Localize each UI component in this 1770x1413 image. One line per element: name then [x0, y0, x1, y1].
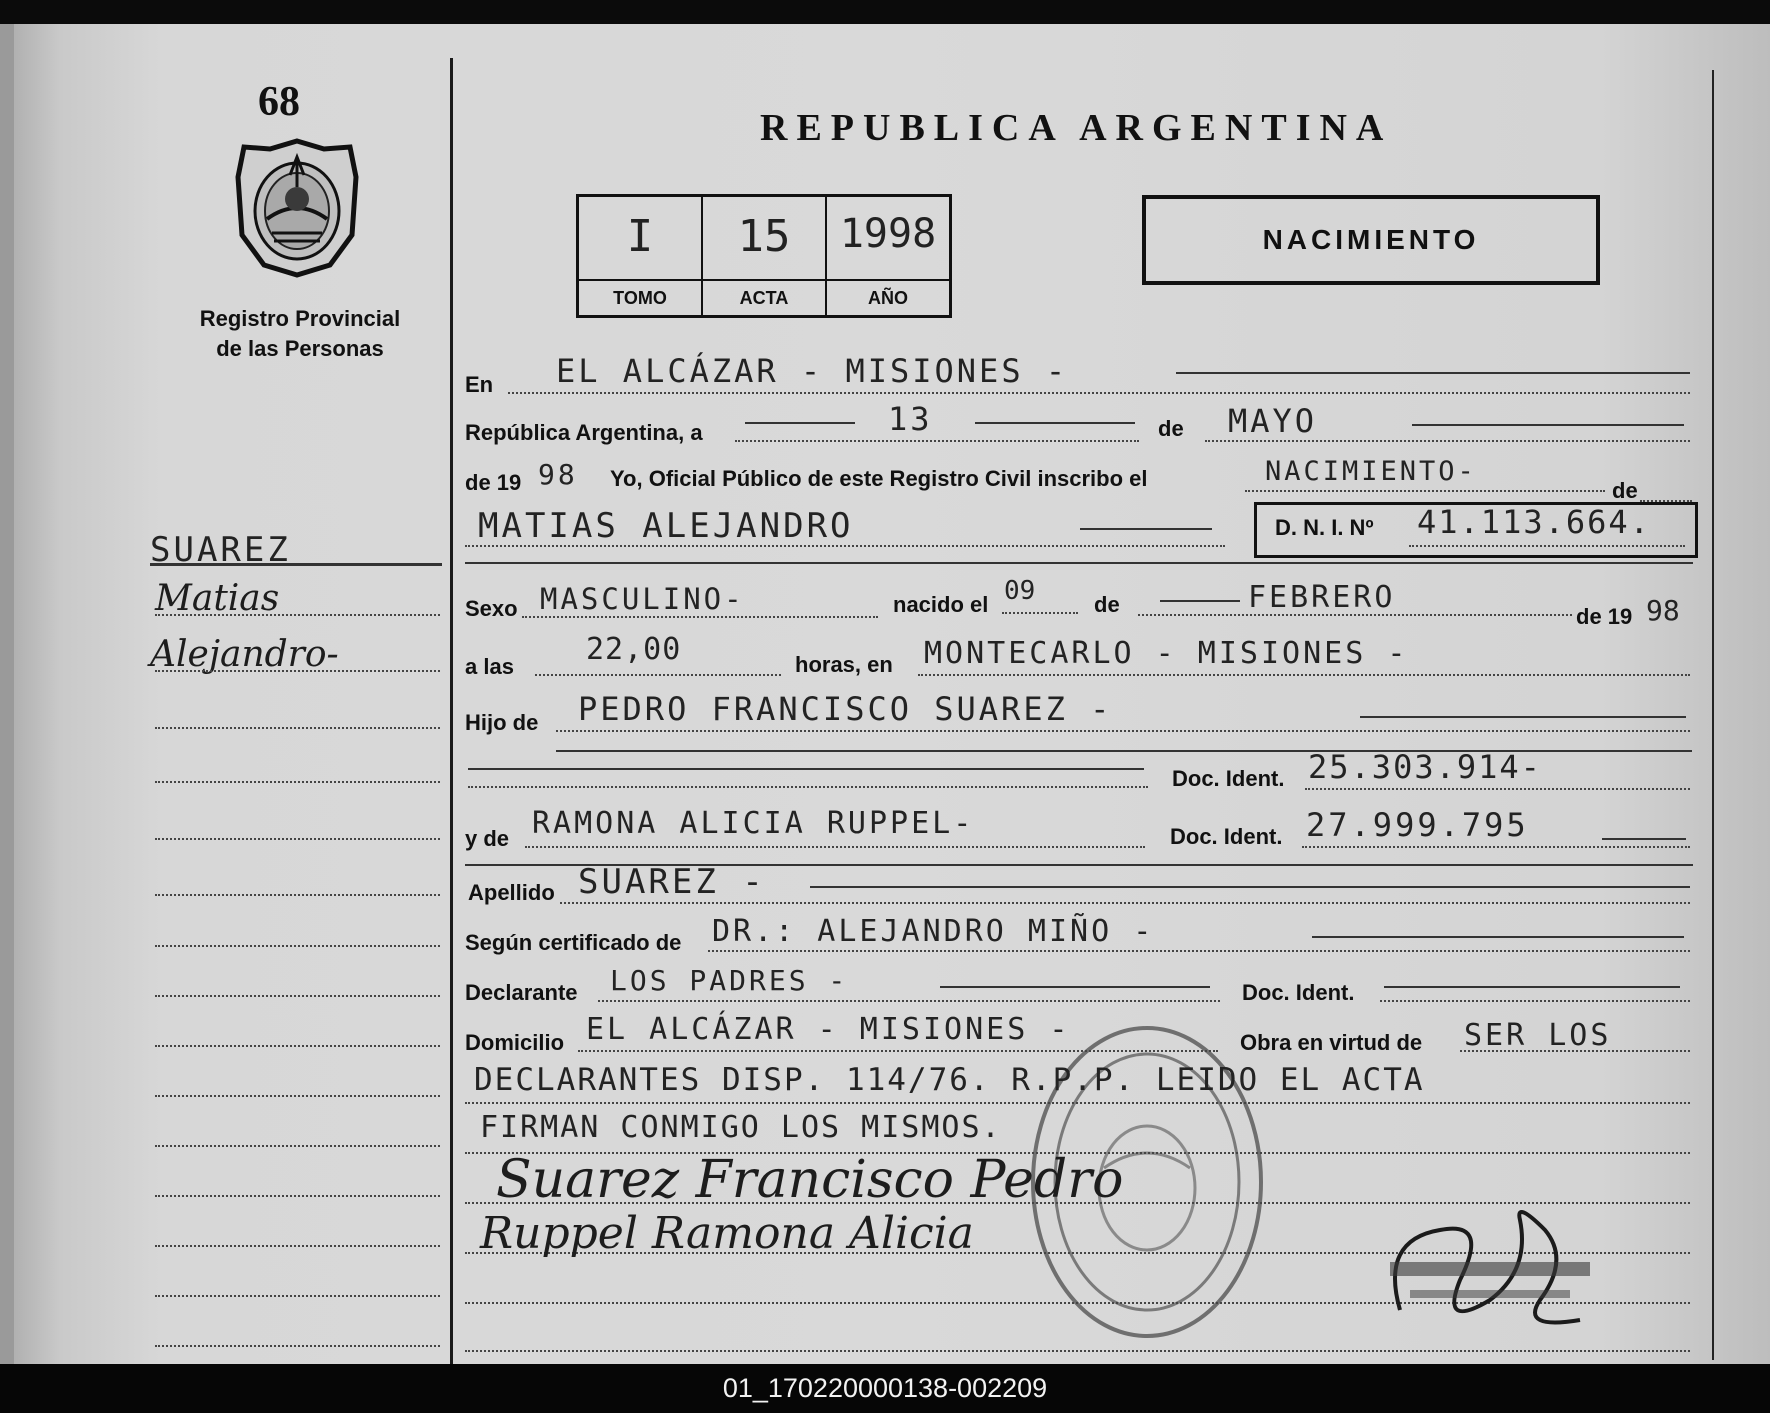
alas-label: a las	[465, 654, 514, 679]
registry-line-1: Registro Provincial	[199, 306, 401, 331]
sexo-value: MASCULINO-	[540, 582, 745, 616]
image-caption: 01_170220000138-002209	[0, 1364, 1770, 1413]
acta-value: 15	[737, 211, 791, 262]
apellido-fill	[810, 886, 1690, 888]
tomo-value: I	[626, 211, 654, 262]
name-line	[465, 545, 1225, 547]
declarante-line	[598, 1000, 1220, 1002]
birth-year-prefix: de 19	[1576, 604, 1633, 629]
domicilio-value: EL ALCÁZAR - MISIONES -	[586, 1012, 1071, 1047]
father-blank-dots	[468, 786, 1148, 788]
apellido-line	[560, 902, 1690, 904]
father-doc-value: 25.303.914-	[1308, 748, 1542, 786]
mother-doc-fill	[1602, 838, 1686, 840]
father-line	[556, 730, 1690, 732]
dni-value: 41.113.664.	[1417, 503, 1651, 541]
de-label: de	[1158, 416, 1184, 441]
mother-doc-value: 27.999.795	[1306, 806, 1529, 844]
doc-label-2: Doc. Ident.	[1170, 824, 1283, 849]
father-doc-line	[1305, 788, 1690, 790]
extra-text-1: DECLARANTES DISP. 114/76. R.P.P. LEIDO EL ACTA	[474, 1062, 1425, 1098]
sidebar-given-name-2: Alejandro-	[150, 634, 339, 675]
ano-value: 1998	[839, 211, 937, 257]
de-label-2: de	[1612, 478, 1638, 503]
event-value: NACIMIENTO-	[1265, 456, 1477, 487]
sidebar-line	[155, 781, 440, 783]
birth-month-value: FEBRERO	[1248, 580, 1396, 615]
ano-cell	[827, 197, 949, 315]
acta-cell	[703, 197, 827, 315]
en-value: EL ALCÁZAR - MISIONES -	[556, 352, 1069, 390]
declarante-label: Declarante	[465, 980, 578, 1005]
sidebar-line	[155, 838, 440, 840]
birth-day-line	[1002, 612, 1078, 614]
domicilio-label: Domicilio	[465, 1030, 565, 1055]
sidebar-line	[155, 945, 440, 947]
name-value: MATIAS ALEJANDRO	[478, 506, 854, 546]
mother-value: RAMONA ALICIA RUPPEL-	[532, 806, 975, 841]
birth-month-fill	[1160, 600, 1240, 602]
yde-label: y de	[465, 826, 510, 851]
month-value: MAYO	[1228, 402, 1318, 440]
event-line	[1245, 490, 1605, 492]
apellido-value: SUAREZ -	[578, 862, 766, 902]
sidebar-surname: SUAREZ	[150, 530, 291, 570]
sexo-label: Sexo	[465, 596, 518, 621]
declarante-fill	[940, 986, 1210, 988]
hora-value: 22,00	[586, 632, 682, 667]
sidebar-line	[155, 1295, 440, 1297]
book-gutter	[0, 24, 14, 1364]
domicilio-line	[578, 1050, 1218, 1052]
doc-label-3: Doc. Ident.	[1242, 980, 1355, 1005]
obra-value: SER LOS	[1464, 1018, 1612, 1053]
horas-label: horas, en	[795, 652, 893, 677]
dni-line	[1409, 545, 1685, 547]
sidebar-line	[155, 1045, 440, 1047]
sidebar-line	[155, 1195, 440, 1197]
declarante-doc-fill	[1384, 986, 1680, 988]
document-title: REPUBLICA ARGENTINA	[760, 107, 1393, 149]
birth-day-value: 09	[1004, 576, 1036, 606]
de-label-3: de	[1094, 592, 1120, 617]
page-right-border	[1712, 70, 1714, 1360]
sidebar-line	[155, 670, 440, 672]
year-value: 98	[538, 458, 578, 491]
day-fill-line-2	[975, 422, 1135, 424]
yo-text: Yo, Oficial Público de este Registro Civil inscribo el	[610, 466, 1148, 491]
dni-box	[1254, 502, 1698, 558]
sidebar-given-name-1: Matias	[155, 578, 280, 619]
en-label: En	[465, 372, 494, 397]
sidebar-line	[155, 995, 440, 997]
dni-label: D. N. I. Nº	[1275, 515, 1374, 540]
extra-text-2: FIRMAN CONMIGO LOS MISMOS.	[480, 1110, 1002, 1145]
segun-label: Según certificado de	[465, 930, 682, 955]
separator-line	[465, 562, 1693, 564]
month-fill-line	[1412, 424, 1684, 426]
sidebar-surname-underline	[150, 563, 442, 566]
hora-line	[535, 674, 781, 676]
day-value: 13	[888, 400, 933, 438]
page-number: 68	[258, 79, 300, 125]
extra-line-1	[465, 1102, 1690, 1104]
certificado-value: DR.: ALEJANDRO MIÑO -	[712, 914, 1155, 949]
doc-label-1: Doc. Ident.	[1172, 766, 1285, 791]
mother-doc-line	[1302, 846, 1690, 848]
tomo-label: TOMO	[579, 279, 701, 315]
sidebar-line	[155, 1245, 440, 1247]
declarante-value: LOS PADRES -	[610, 964, 849, 997]
father-blank-line	[468, 768, 1144, 770]
record-type-box: NACIMIENTO	[1142, 195, 1600, 285]
signature-mother: Ruppel Ramona Alicia	[480, 1208, 974, 1259]
day-fill-line	[745, 422, 855, 424]
nacido-label: nacido el	[893, 592, 989, 617]
ano-label: AÑO	[827, 279, 949, 315]
margin-divider	[450, 58, 453, 1364]
apellido-label: Apellido	[468, 880, 555, 905]
certificado-line	[708, 950, 1690, 952]
provincial-seal-icon	[232, 137, 362, 279]
declarante-doc-line	[1380, 1000, 1690, 1002]
tomo-cell	[579, 197, 703, 315]
sidebar-line	[155, 1145, 440, 1147]
republica-label: República Argentina, a	[465, 420, 703, 445]
sidebar-line	[155, 894, 440, 896]
sexo-line	[522, 616, 878, 618]
sidebar-line	[155, 1345, 440, 1347]
registry-line-2: de las Personas	[216, 336, 384, 361]
month-line	[1205, 440, 1690, 442]
day-line	[735, 440, 1139, 442]
blank-line	[465, 1350, 1690, 1352]
hijo-label: Hijo de	[465, 710, 539, 735]
signature-father: Suarez Francisco Pedro	[496, 1150, 1124, 1210]
volume-box	[576, 194, 952, 318]
lugar-line	[918, 674, 1690, 676]
registry-name	[180, 304, 580, 364]
certificado-fill	[1312, 936, 1684, 938]
birth-year-value: 98	[1646, 594, 1680, 627]
sidebar-line	[155, 614, 440, 616]
acta-label: ACTA	[703, 279, 825, 315]
father-fill-line	[1360, 716, 1686, 718]
name-fill-line	[1080, 528, 1212, 530]
father-value: PEDRO FRANCISCO SUAREZ -	[578, 690, 1113, 728]
sidebar-line	[155, 1095, 440, 1097]
lugar-value: MONTECARLO - MISIONES -	[924, 636, 1409, 671]
official-signature-icon	[1370, 1200, 1610, 1350]
sidebar-line	[155, 727, 440, 729]
mother-line	[525, 846, 1145, 848]
obra-label: Obra en virtud de	[1240, 1030, 1423, 1055]
en-line	[508, 392, 1690, 394]
en-fill-line	[1176, 372, 1690, 374]
year-prefix: de 19	[465, 470, 522, 495]
